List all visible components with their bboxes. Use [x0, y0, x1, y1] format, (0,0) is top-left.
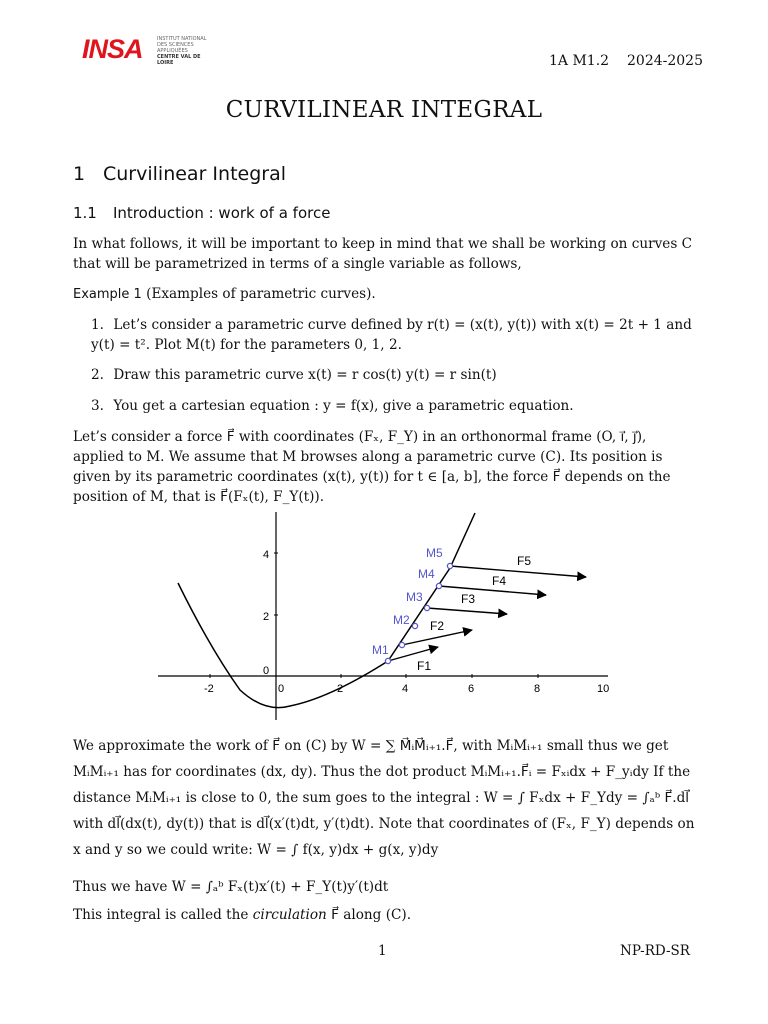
item-number: 2. [91, 367, 104, 383]
point-m2 [399, 642, 404, 647]
example-item-2 [91, 365, 697, 385]
intro-paragraph: In what follows, it will be important to keep in mind that we shall be working on curves C that will be parametrized in terms of a single variable as follows, [73, 236, 693, 272]
force-paragraph: Let’s consider a force F⃗ with coordinates (Fₓ, F_Y) in an orthonormal frame (O, i⃗, j⃗), applied to M. We assume that M browses along a parametric curve (C). Its position is given by its parametric coordinates (x(t), y(t)) for t ∈ [a, b], the force F⃗ depends on the position of M, that is F⃗(Fₓ(t), F_Y(t)). [73, 429, 671, 505]
point-m5 [447, 563, 452, 568]
page-number: 1 [378, 943, 387, 959]
parametric-curve [178, 513, 475, 708]
x-tick-label: -2 [204, 683, 214, 695]
force-arrow-3 [427, 608, 507, 614]
x-tick-label: 2 [337, 683, 344, 695]
y-tick-label: 4 [263, 549, 270, 561]
point-m2b [412, 623, 417, 628]
item-text: Draw this parametric curve x(t) = r cos(t) y(t) = r sin(t) [113, 367, 497, 383]
example-label: Example 1 [73, 287, 142, 302]
force-label: F1 [417, 659, 432, 673]
x-tick-label: 8 [534, 683, 541, 695]
subsection-title: Introduction : work of a force [113, 204, 331, 222]
circulation-prefix: This integral is called the [73, 907, 249, 923]
x-tick-label: 4 [402, 683, 409, 695]
item-text: You get a cartesian equation : y = f(x), give a parametric equation. [113, 398, 574, 414]
logo-sub-line: DES SCIENCES [157, 42, 194, 48]
circulation-definition [73, 905, 697, 925]
approximation-paragraph: We approximate the work of F⃗ on (C) by W = ∑ M⃗ᵢM⃗ᵢ₊₁.F⃗, with MᵢMᵢ₊₁ small thus we get MᵢMᵢ₊₁ has for coordinates (dx, dy). Thus the dot product MᵢMᵢ₊₁.F⃗ᵢ = Fₓᵢdx + F_yᵢdy If the distance MᵢMᵢ₊₁ is close to 0, the sum goes to the integral : W = ∫ Fₓdx + F_Ydy = ∫ₐᵇ F⃗.dl⃗ with dl⃗(dx(t), dy(t)) that is dl⃗(x′(t)dt, y′(t)dt). Note that coordinates of (Fₓ, F_Y) depends on x and y so we could write: W = ∫ f(x, y)dx + g(x, y)dy [73, 738, 695, 858]
example-heading [73, 284, 697, 305]
item-number: 1. [91, 317, 104, 333]
circulation-suffix: F⃗ along (C). [331, 907, 412, 923]
point-m1 [385, 658, 390, 663]
force-label: F2 [430, 619, 445, 633]
document-title: CURVILINEAR INTEGRAL [225, 97, 543, 123]
logo-sub-line: CENTRE VAL DE LOIRE [157, 54, 201, 66]
y-tick-label: 2 [263, 611, 270, 623]
subsection-heading [73, 204, 330, 222]
item-number: 3. [91, 398, 104, 414]
force-label: F4 [492, 574, 507, 588]
academic-year: 2024-2025 [627, 53, 703, 69]
insa-logo: INSA [82, 34, 143, 64]
x-tick-label: 10 [597, 683, 610, 695]
item-text: Let’s consider a parametric curve defined by r(t) = (x(t), y(t)) with x(t) = 2t + 1 and y(t) = t². Plot M(t) for the parameters 0, 1, 2. [91, 317, 692, 353]
point-label: M5 [426, 546, 443, 560]
x-tick-label: 6 [468, 683, 475, 695]
logo-sub-line: APPLIQUÉES [157, 48, 188, 54]
point-m4 [436, 583, 441, 588]
x-tick-label: 0 [278, 683, 285, 695]
footer-authors: NP-RD-SR [620, 943, 690, 959]
example-item-1 [91, 315, 697, 355]
section-number: 1 [73, 163, 86, 185]
point-m3 [424, 605, 429, 610]
parametric-curve-figure [150, 508, 615, 723]
example-description: (Examples of parametric curves). [146, 286, 376, 302]
course-code: 1A M1.2 [549, 53, 610, 69]
point-label: M1 [372, 643, 389, 657]
section-heading [73, 163, 286, 185]
force-label: F5 [517, 554, 532, 568]
section-title: Curvilinear Integral [103, 163, 287, 185]
y-tick-label: 0 [263, 665, 270, 677]
point-label: M2 [393, 613, 410, 627]
logo-sub-line: INSTITUT NATIONAL [157, 36, 207, 42]
example-item-3 [91, 396, 697, 416]
point-label: M4 [418, 567, 435, 581]
circulation-formula: Thus we have W = ∫ₐᵇ Fₓ(t)x′(t) + F_Y(t)y′(t)dt [73, 879, 389, 895]
point-label: M3 [406, 590, 423, 604]
force-label: F3 [461, 592, 476, 606]
insa-logo-subtitle [157, 36, 217, 66]
circulation-term: circulation [252, 907, 327, 923]
subsection-number: 1.1 [73, 204, 97, 222]
